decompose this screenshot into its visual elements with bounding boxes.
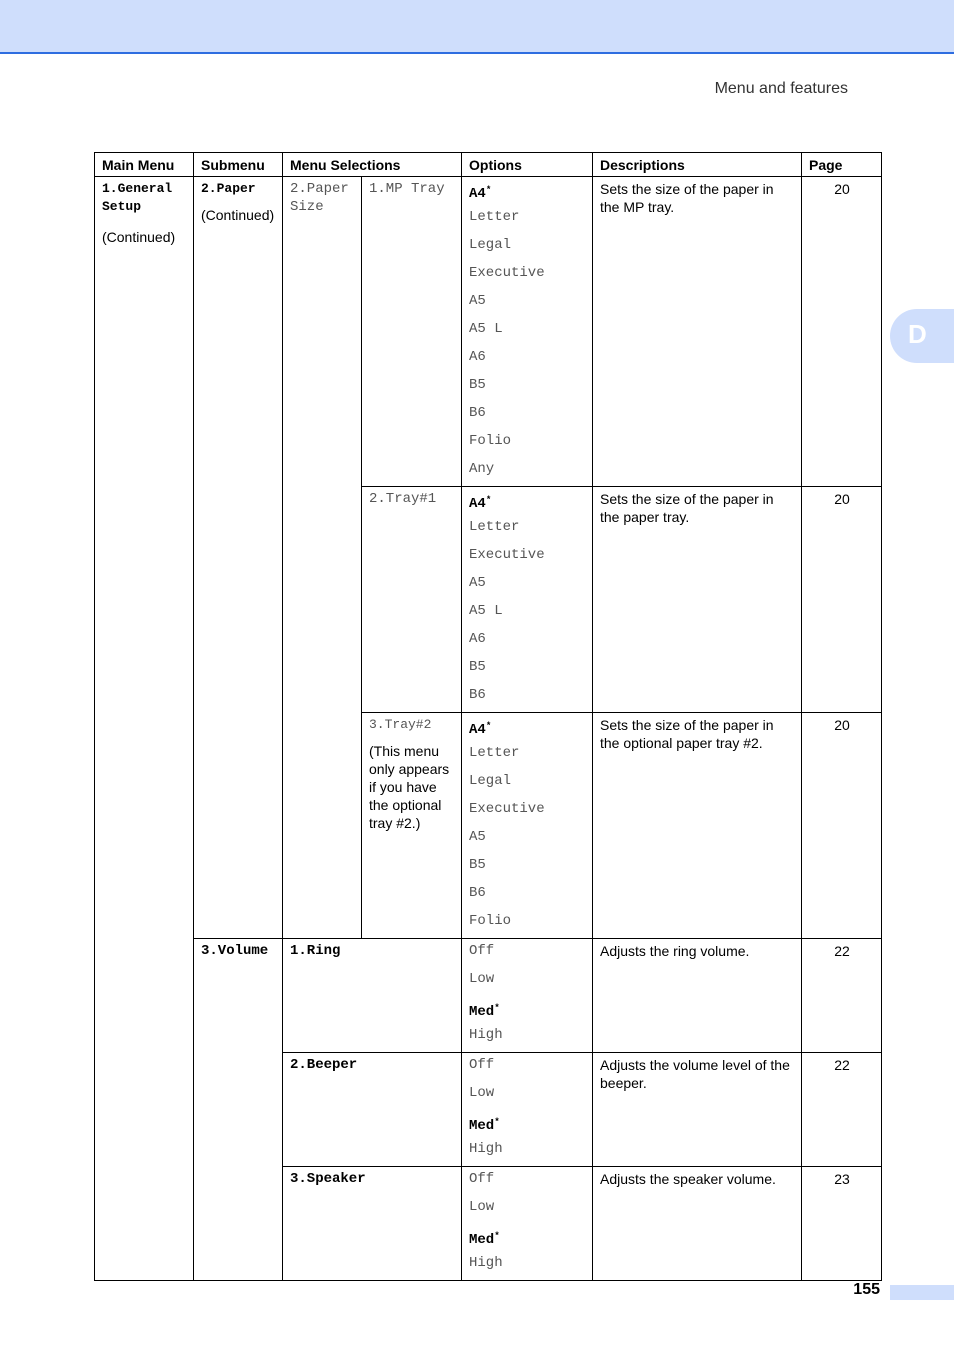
section-title: Menu and features — [714, 80, 848, 97]
col-header-options: Options — [462, 153, 593, 177]
options-cell — [462, 1053, 593, 1167]
option-item — [469, 716, 586, 744]
option-item — [469, 1198, 586, 1226]
col-header-menu-selections: Menu Selections — [283, 153, 462, 177]
selection-item: 1.Ring — [283, 939, 462, 1053]
page-cell: 22 — [802, 1053, 882, 1167]
description-cell: Adjusts the ring volume. — [593, 939, 802, 1053]
option-label: Any — [469, 461, 495, 477]
header-band — [0, 0, 954, 54]
options-cell — [462, 939, 593, 1053]
option-label: High — [469, 1141, 503, 1157]
menu-table — [94, 152, 882, 1281]
option-item — [469, 658, 586, 686]
default-marker: * — [486, 184, 491, 194]
option-item — [469, 884, 586, 912]
page-cell: 23 — [802, 1167, 882, 1281]
option-item — [469, 518, 586, 546]
option-item — [469, 998, 586, 1026]
option-label: A5 L — [469, 603, 503, 619]
option-item — [469, 744, 586, 772]
col-header-main-menu: Main Menu — [95, 153, 194, 177]
option-label: Executive — [469, 265, 545, 281]
option-item — [469, 772, 586, 800]
option-item — [469, 800, 586, 828]
page-cell: 22 — [802, 939, 882, 1053]
option-item — [469, 1084, 586, 1112]
selection-item: 3.Tray#2 — [369, 717, 432, 732]
option-label: Off — [469, 943, 495, 959]
option-label: Med — [469, 1004, 495, 1020]
option-label: Folio — [469, 433, 512, 449]
description-cell: Adjusts the speaker volume. — [593, 1167, 802, 1281]
option-label: A4 — [469, 186, 486, 202]
description-cell: Sets the size of the paper in the paper tray. — [593, 487, 802, 713]
option-label: Low — [469, 1085, 495, 1101]
option-item — [469, 404, 586, 432]
option-item — [469, 1170, 586, 1198]
option-label: A5 L — [469, 321, 503, 337]
description-cell: Sets the size of the paper in the MP tray. — [593, 177, 802, 487]
option-item — [469, 686, 586, 708]
option-label: A5 — [469, 829, 486, 845]
table-row — [95, 939, 882, 1053]
option-item — [469, 376, 586, 404]
selection-item-cell — [362, 713, 462, 939]
option-item — [469, 490, 586, 518]
default-marker: * — [495, 1002, 499, 1012]
col-header-submenu: Submenu — [194, 153, 283, 177]
option-item — [469, 180, 586, 208]
option-label: Letter — [469, 209, 520, 225]
description-cell: Adjusts the volume level of the beeper. — [593, 1053, 802, 1167]
chapter-tab-letter: D — [908, 319, 927, 349]
option-item — [469, 1112, 586, 1140]
option-item — [469, 574, 586, 602]
option-item — [469, 602, 586, 630]
main-menu-name: 1.General Setup — [102, 181, 173, 214]
option-label: B5 — [469, 857, 486, 873]
default-marker: * — [486, 494, 491, 504]
option-label: Med — [469, 1232, 495, 1248]
selection-item: 2.Beeper — [283, 1053, 462, 1167]
submenu-volume: 3.Volume — [194, 939, 283, 1281]
option-item — [469, 1140, 586, 1162]
table-row — [95, 177, 882, 487]
option-item — [469, 828, 586, 856]
option-label: High — [469, 1255, 503, 1271]
option-label: A6 — [469, 631, 486, 647]
option-item — [469, 320, 586, 348]
page-cell: 20 — [802, 713, 882, 939]
option-label: High — [469, 1027, 503, 1043]
option-item — [469, 856, 586, 884]
submenu-continued: (Continued) — [201, 207, 275, 223]
option-item — [469, 236, 586, 264]
selection-item: 1.MP Tray — [362, 177, 462, 487]
selection-paper-size: 2.Paper Size — [283, 177, 362, 939]
option-item — [469, 912, 586, 934]
option-item — [469, 1056, 586, 1084]
option-label: B6 — [469, 687, 486, 703]
option-item — [469, 460, 586, 482]
default-marker: * — [486, 720, 491, 730]
options-cell — [462, 713, 593, 939]
option-label: A4 — [469, 722, 486, 738]
option-item — [469, 264, 586, 292]
page-cell: 20 — [802, 177, 882, 487]
option-item — [469, 970, 586, 998]
option-label: B6 — [469, 405, 486, 421]
main-menu-continued: (Continued) — [102, 229, 176, 245]
option-label: Med — [469, 1118, 495, 1134]
option-item — [469, 432, 586, 460]
option-item — [469, 1026, 586, 1048]
option-label: Legal — [469, 773, 512, 789]
option-label: Letter — [469, 745, 520, 761]
option-label: Low — [469, 971, 495, 987]
option-label: B5 — [469, 377, 486, 393]
page-cell: 20 — [802, 487, 882, 713]
option-label: B6 — [469, 885, 486, 901]
default-marker: * — [495, 1230, 499, 1240]
selection-item: 2.Tray#1 — [362, 487, 462, 713]
selection-note: (This menu only appears if you have the optional tray #2.) — [369, 743, 450, 831]
option-label: Off — [469, 1057, 495, 1073]
option-item — [469, 942, 586, 970]
submenu-cell-paper — [194, 177, 283, 939]
page-number: 155 — [853, 1281, 880, 1298]
footer-band — [890, 1285, 954, 1300]
option-label: B5 — [469, 659, 486, 675]
option-label: A5 — [469, 293, 486, 309]
selection-item: 3.Speaker — [283, 1167, 462, 1281]
table-header-row — [95, 153, 882, 177]
option-label: Low — [469, 1199, 495, 1215]
option-label: Legal — [469, 237, 512, 253]
description-cell: Sets the size of the paper in the optional paper tray #2. — [593, 713, 802, 939]
chapter-tab — [890, 309, 954, 363]
option-label: A6 — [469, 349, 486, 365]
default-marker: * — [495, 1116, 499, 1126]
submenu-name: 2.Paper — [201, 181, 256, 196]
option-label: Executive — [469, 801, 545, 817]
option-label: Folio — [469, 913, 512, 929]
col-header-descriptions: Descriptions — [593, 153, 802, 177]
option-label: A4 — [469, 496, 486, 512]
option-item — [469, 348, 586, 376]
option-item — [469, 1226, 586, 1254]
option-item — [469, 1254, 586, 1276]
option-label: Executive — [469, 547, 545, 563]
option-label: A5 — [469, 575, 486, 591]
option-item — [469, 546, 586, 574]
options-cell — [462, 1167, 593, 1281]
option-item — [469, 292, 586, 320]
options-cell — [462, 487, 593, 713]
option-item — [469, 630, 586, 658]
options-cell — [462, 177, 593, 487]
col-header-page: Page — [802, 153, 882, 177]
main-menu-cell — [95, 177, 194, 1281]
option-label: Letter — [469, 519, 520, 535]
option-label: Off — [469, 1171, 495, 1187]
option-item — [469, 208, 586, 236]
